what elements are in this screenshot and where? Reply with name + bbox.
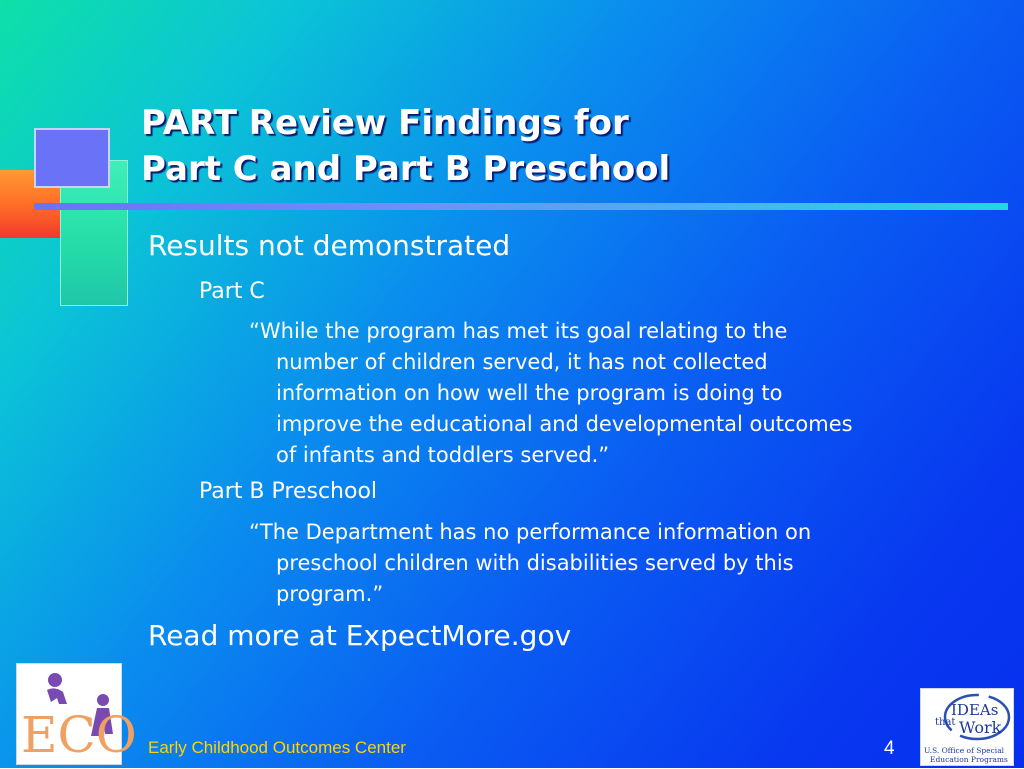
title-underline-rule — [34, 203, 1008, 210]
slide-title-line-2: Part C and Part B Preschool — [141, 149, 671, 189]
slide-title-line-1: PART Review Findings for — [141, 103, 629, 143]
eco-logo-graphic — [17, 664, 137, 764]
quote-part-b-line: preschool children with disabilities served by this — [276, 551, 794, 575]
bullet-read-more: Read more at ExpectMore.gov — [148, 619, 572, 652]
quote-part-c-line: “While the program has met its goal relating to the — [249, 319, 788, 343]
decorative-blue-square — [34, 128, 110, 188]
page-number: 4 — [884, 738, 895, 759]
subheading-part-c: Part C — [199, 279, 265, 304]
ideas-logo-work: Work — [959, 718, 1002, 737]
eco-logo — [16, 663, 137, 765]
quote-part-b-line: program.” — [276, 582, 384, 606]
slide-title — [141, 100, 1001, 192]
ideas-that-work-logo — [920, 688, 1014, 766]
ideas-logo-graphic — [921, 689, 1013, 765]
bullet-results-not-demonstrated: Results not demonstrated — [148, 229, 511, 262]
quote-part-b-line: “The Department has no performance information on — [249, 520, 812, 544]
ideas-logo-osep-line2: Education Programs — [930, 755, 1008, 764]
quote-part-b — [249, 517, 989, 610]
quote-part-c-line: number of children served, it has not collected — [276, 350, 768, 374]
subheading-part-b-preschool: Part B Preschool — [199, 479, 378, 504]
quote-part-c-line: information on how well the program is doing to — [276, 381, 783, 405]
ideas-logo-that: that — [935, 717, 956, 728]
eco-logo-letters: ECO — [21, 706, 137, 764]
quote-part-c-line: of infants and toddlers served.” — [276, 443, 610, 467]
quote-part-c — [249, 316, 989, 471]
quote-part-c-line: improve the educational and developmental outcomes — [276, 412, 853, 436]
ideas-logo-ideas: IDEAs — [951, 701, 999, 719]
footer-org-name: Early Childhood Outcomes Center — [148, 738, 406, 757]
ideas-logo-osep-line1: U.S. Office of Special — [924, 746, 1005, 755]
